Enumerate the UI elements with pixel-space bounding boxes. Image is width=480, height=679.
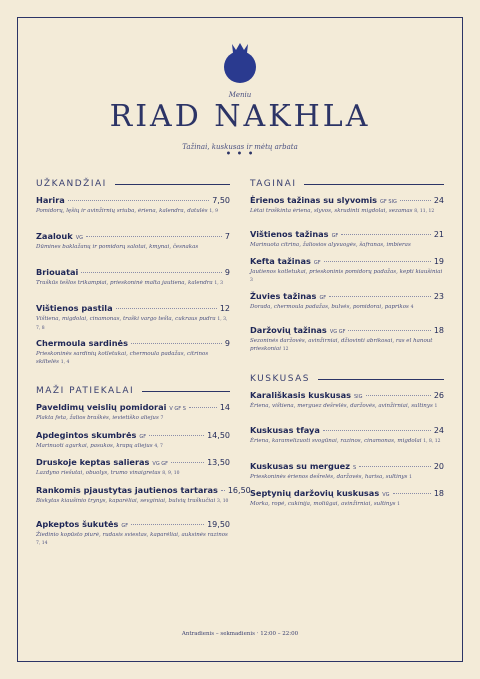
menu-item	[36, 519, 230, 548]
menu-item-description	[250, 268, 444, 285]
menu-item	[36, 303, 230, 333]
dot-leader	[359, 466, 431, 467]
description-text: Lėtai troškinta ėriena, slyvos, skrudinti migdolai, sezamas	[250, 208, 413, 214]
menu-item-price: 14,50	[207, 431, 230, 440]
menu-item-price: 7,50	[212, 196, 230, 205]
menu-item-name: Zaalouk	[36, 231, 73, 241]
menu-item-price: 18	[433, 489, 444, 498]
description-text: Prieskoninės sardinių kotletukai, chermoula padažas, citrinos skiltelės	[36, 351, 209, 365]
dot-leader	[324, 261, 431, 262]
menu-item	[250, 195, 444, 216]
dot-leader	[116, 308, 217, 309]
allergen-codes: 4, 7	[154, 444, 163, 449]
description-text: Vištiena, migdolai, cinamonas, traški vargo tešla, cukraus pudra	[36, 316, 216, 322]
menu-item-name: Chermoula sardinės	[36, 338, 128, 348]
section-header-taginai: TAGINAI	[250, 179, 444, 189]
menu-item-description	[36, 279, 230, 288]
menu-item-description	[250, 207, 444, 216]
description-text: Plakta feta, žalios braškės, ievietiško aliejus	[36, 415, 159, 421]
menu-item-price: 16,50	[227, 486, 251, 495]
menu-item-description	[250, 241, 444, 249]
dietary-tag: GF SIG	[380, 199, 397, 205]
menu-item	[36, 457, 230, 478]
description-text: Marinuota citrina, žaliosios alyvuogės, šafranas, imbieras	[250, 242, 411, 248]
allergen-codes: 12	[282, 347, 289, 352]
menu-item	[36, 338, 230, 367]
allergen-codes: 7, 14	[36, 541, 48, 546]
dot-leader	[81, 272, 222, 273]
allergen-codes: 1, 4	[60, 360, 70, 365]
allergen-codes: 8, 9, 10	[162, 471, 180, 476]
allergen-codes: 1	[397, 502, 401, 507]
dietary-tag: GF	[139, 434, 147, 440]
dietary-tag: GF	[121, 523, 129, 529]
dot-leader	[341, 234, 430, 235]
allergen-codes: 4	[410, 305, 414, 310]
menu-item-price: 12	[219, 304, 230, 313]
description-text: Dūmines baklažanų ir pomidorų salotai, kmynai, česnakas	[36, 244, 199, 250]
menu-item-description	[36, 414, 230, 423]
menu-label: Meniu	[228, 91, 252, 99]
allergen-codes: 8, 11, 12	[414, 209, 435, 214]
menu-item-name: Kuskusas su merguez	[250, 461, 350, 471]
description-text: Traškūs tešlos trikampiai, prieskoninė malta jautiena, kalendra	[36, 280, 213, 286]
menu-item-description	[36, 243, 230, 251]
dietary-tag: VG	[382, 492, 390, 498]
menu-item	[36, 430, 230, 451]
menu-item	[36, 485, 251, 506]
dot-leader	[131, 524, 204, 525]
dietary-tag: VG GF	[152, 461, 169, 467]
menu-item-name: Vištienos tažinas	[250, 229, 329, 239]
menu-item-description	[36, 315, 230, 333]
dot-leader	[189, 407, 217, 408]
menu-item	[36, 231, 230, 251]
description-text: Marinuoti agurkai, pasukos, krapų aliejus	[36, 443, 153, 449]
dietary-tag: GF	[313, 260, 321, 266]
allergen-codes: 3, 10	[216, 499, 229, 504]
dot-leader	[400, 200, 431, 201]
menu-item-description	[36, 531, 230, 548]
dot-leader	[221, 490, 225, 491]
menu-item-name: Kuskusas tfaya	[250, 425, 320, 435]
menu-item-description	[36, 497, 230, 506]
menu-item	[36, 267, 230, 288]
allergen-codes: 1	[434, 404, 438, 409]
menu-item-price: 9	[224, 339, 230, 348]
menu-item	[250, 256, 444, 285]
menu-item-price: 23	[433, 292, 444, 301]
menu-item-price: 21	[433, 230, 444, 239]
description-text: Morka, ropė, cukinija, moliūgai, avinžirniai, sultinys	[250, 501, 396, 507]
menu-item-name: Apkeptos šukutės	[36, 519, 119, 529]
allergen-codes: 7	[160, 416, 164, 421]
menu-item	[250, 325, 444, 354]
allergen-codes: 1, 8, 12	[423, 439, 441, 444]
dot-leader	[86, 236, 222, 237]
menu-item-name: Rankomis pjaustytas jautienos tartaras	[36, 485, 218, 495]
menu-item-price: 26	[433, 391, 444, 400]
menu-item	[250, 390, 444, 411]
description-text: Lazdyno riešutai, obuolys, trumo vinaigretas	[36, 470, 161, 476]
menu-item-price: 9	[224, 268, 230, 277]
menu-item-price: 19	[433, 257, 444, 266]
menu-item-name: Briouatai	[36, 267, 79, 277]
allergen-codes: 1, 3	[214, 281, 223, 286]
menu-item-description	[250, 437, 444, 446]
menu-item-description	[250, 303, 444, 312]
menu-item-name: Kefta tažinas	[250, 256, 311, 266]
menu-item-description	[250, 500, 444, 509]
menu-item	[36, 195, 230, 216]
menu-item-name: Daržovių tažinas	[250, 325, 327, 335]
dietary-tag: SIG	[354, 394, 363, 400]
dietary-tag: GF	[319, 295, 327, 301]
allergen-codes: 1, 3, 7, 8	[36, 317, 228, 331]
menu-item	[250, 488, 444, 509]
dot-leader	[329, 296, 431, 297]
menu-item-description	[250, 402, 444, 411]
description-text: Žiedinio kopūsto piurė, rudasis sviestas, kaparėliai, auksinės razinos	[36, 532, 228, 538]
menu-item-price: 14	[219, 403, 230, 412]
dot-leader	[348, 330, 430, 331]
menu-item-description	[36, 207, 230, 216]
dietary-tag: VG	[75, 235, 83, 241]
menu-item-name: Žuvies tažinas	[250, 291, 317, 301]
decorative-dots: • • •	[225, 149, 255, 160]
menu-item	[250, 291, 444, 312]
section-header-mazi-patiekalai: MAŽI PATIEKALAI	[36, 386, 230, 396]
menu-item-price: 13,50	[207, 458, 230, 467]
menu-item-name: Septynių daržovių kuskusas	[250, 488, 380, 498]
opening-hours: Antradienis – sekmadienis · 12:00 – 22:00	[181, 631, 299, 637]
menu-item	[250, 461, 444, 482]
section-header-kuskusas: KUSKUSAS	[250, 374, 444, 384]
menu-item-price: 7	[224, 232, 230, 241]
menu-item-price: 24	[433, 426, 444, 435]
restaurant-title: RIAD NAKHLA	[109, 99, 371, 134]
description-text: Pomidorų, lęšių ir avinžirnių sriuba, ėriena, kalendra, datulės	[36, 208, 208, 214]
dot-leader	[366, 395, 431, 396]
menu-item-description	[250, 337, 444, 354]
allergen-codes: 1	[409, 475, 412, 480]
menu-item-description	[36, 442, 230, 451]
description-text: Sezoninės daržovės, avinžirniai, džiovinti abrikosai, ras el hanout prieskoniai	[250, 338, 433, 352]
menu-item	[250, 229, 444, 249]
description-text: Ėriena, vištiena, merguez dešrelės, daržovės, avinžirniai, sultinys	[250, 403, 433, 409]
description-text: Prieskoninės ėrienos dešrelės, daržovės, harisa, sultinys	[250, 474, 408, 480]
menu-item-name: Paveldimų veislių pomidorai	[36, 402, 167, 412]
menu-item-name: Druskoje keptas salieras	[36, 457, 150, 467]
description-text: Biskytas kiaušinio trynys, kaparėliai, sevginiai, bulvių traškučiai	[36, 498, 216, 504]
dietary-tag: V GF S	[169, 406, 186, 412]
menu-item-description	[250, 473, 444, 482]
menu-item-name: Vištienos pastila	[36, 303, 113, 313]
dot-leader	[393, 493, 431, 494]
allergen-codes: 3	[250, 278, 253, 283]
menu-item-description	[36, 469, 230, 478]
dietary-tag: S	[352, 465, 357, 471]
description-text: Jautienos kotletukai, prieskoninis pomidorų padažas, kepti kiaušiniai	[250, 269, 443, 275]
dot-leader	[171, 462, 204, 463]
menu-item	[250, 425, 444, 446]
section-header-uzkandziai: UŽKANDŽIAI	[36, 179, 230, 189]
menu-item-name: Harira	[36, 195, 65, 205]
restaurant-subtitle: Tažinai, kuskusas ir mėtų arbata	[182, 143, 298, 151]
dietary-tag: VG GF	[329, 329, 346, 335]
menu-item-price: 20	[433, 462, 444, 471]
description-text: Ėriena, karamelizuoti svogūnai, razinos, cinamonas, migdolai	[250, 438, 422, 444]
menu-item-price: 19,50	[207, 520, 230, 529]
menu-item-price: 18	[433, 326, 444, 335]
menu-item-price: 24	[433, 196, 444, 205]
dot-leader	[68, 200, 209, 201]
menu-item-name: Apdegintos skumbrės	[36, 430, 137, 440]
description-text: Dorada, chermoula padažas, bulvės, pomidorai, paprikos	[250, 304, 409, 310]
blueberry-logo-icon	[216, 38, 264, 86]
menu-item-name: Ėrienos tažinas su slyvomis	[250, 195, 377, 205]
dot-leader	[149, 435, 204, 436]
menu-item-description	[36, 350, 230, 367]
menu-item	[36, 402, 230, 423]
dot-leader	[131, 343, 222, 344]
allergen-codes: 1, 9	[209, 209, 218, 214]
dietary-tag: GF	[331, 233, 339, 239]
dot-leader	[323, 430, 431, 431]
menu-item-name: Karališkasis kuskusas	[250, 390, 351, 400]
